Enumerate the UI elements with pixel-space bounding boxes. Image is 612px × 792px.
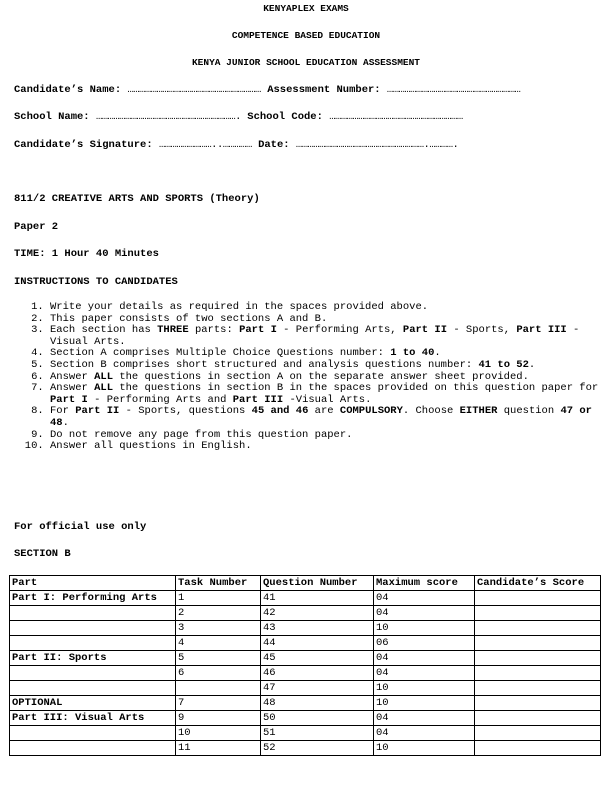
part-cell (10, 606, 176, 621)
maximum-score-cell: 10 (374, 621, 475, 636)
date-label: Date: (258, 139, 290, 151)
task-number-cell: 11 (176, 741, 261, 756)
part-cell (10, 636, 176, 651)
maximum-score-cell: 06 (374, 636, 475, 651)
candidate-score-cell[interactable] (475, 621, 601, 636)
instruction-item: 8. For Part II - Sports, questions 45 and 46 are COMPULSORY. Choose EITHER question 47 or 48. (50, 406, 610, 429)
maximum-score-cell: 04 (374, 726, 475, 741)
assessment-number-label: Assessment Number: (267, 84, 381, 96)
instruction-item: 2. This paper consists of two sections A and B. (50, 314, 610, 326)
task-number-cell: 3 (176, 621, 261, 636)
part-cell: Part II: Sports (10, 651, 176, 666)
part-cell (10, 741, 176, 756)
school-code-field[interactable]: …………………………………………………………… (329, 111, 463, 123)
candidate-name-field[interactable]: …………………………………………………………… (127, 84, 261, 96)
instructions-heading: INSTRUCTIONS TO CANDIDATES (14, 276, 178, 288)
part-cell (10, 681, 176, 696)
task-number-cell: 4 (176, 636, 261, 651)
candidate-score-cell[interactable] (475, 696, 601, 711)
instruction-item: 9. Do not remove any page from this question paper. (50, 430, 610, 442)
signature-row (14, 139, 458, 151)
school-name-row (14, 111, 463, 123)
school-code-label: School Code: (247, 111, 323, 123)
task-number-cell: 6 (176, 666, 261, 681)
school-name-label: School Name: (14, 111, 90, 123)
instruction-item: 5. Section B comprises short structured and analysis questions number: 41 to 52. (50, 360, 610, 372)
question-number-cell: 44 (261, 636, 374, 651)
task-number-cell (176, 681, 261, 696)
table-row (10, 681, 601, 696)
maximum-score-cell: 10 (374, 681, 475, 696)
question-number-cell: 43 (261, 621, 374, 636)
maximum-score-cell: 10 (374, 741, 475, 756)
question-number-cell: 48 (261, 696, 374, 711)
question-number-cell: 51 (261, 726, 374, 741)
header-question-number: Question Number (261, 576, 374, 591)
table-row (10, 666, 601, 681)
candidate-score-cell[interactable] (475, 681, 601, 696)
section-b-label: SECTION B (14, 548, 71, 560)
date-field[interactable]: ………………………………………………………….…………. (295, 139, 459, 151)
task-number-cell: 1 (176, 591, 261, 606)
assessment-title: KENYA JUNIOR SCHOOL EDUCATION ASSESSMENT (191, 57, 421, 68)
table-row (10, 741, 601, 756)
maximum-score-cell: 04 (374, 666, 475, 681)
maximum-score-cell: 04 (374, 651, 475, 666)
table-row (10, 711, 601, 726)
task-number-cell: 5 (176, 651, 261, 666)
candidate-score-cell[interactable] (475, 666, 601, 681)
question-number-cell: 41 (261, 591, 374, 606)
instruction-item: 10. Answer all questions in English. (50, 441, 610, 453)
table-row (10, 636, 601, 651)
table-row (10, 621, 601, 636)
instruction-item: 6. Answer ALL the questions in section A on the separate answer sheet provided. (50, 372, 610, 384)
question-number-cell: 46 (261, 666, 374, 681)
table-row (10, 726, 601, 741)
question-number-cell: 45 (261, 651, 374, 666)
marks-table (9, 575, 601, 756)
table-row (10, 606, 601, 621)
header-maximum-score: Maximum score (374, 576, 475, 591)
time-allowed: TIME: 1 Hour 40 Minutes (14, 248, 159, 260)
signature-field[interactable]: ………………………..…………… (158, 139, 252, 151)
candidate-score-cell[interactable] (475, 741, 601, 756)
maximum-score-cell: 10 (374, 696, 475, 711)
candidate-name-label: Candidate’s Name: (14, 84, 122, 96)
question-number-cell: 42 (261, 606, 374, 621)
question-number-cell: 50 (261, 711, 374, 726)
maximum-score-cell: 04 (374, 591, 475, 606)
maximum-score-cell: 04 (374, 606, 475, 621)
part-cell: Part III: Visual Arts (10, 711, 176, 726)
part-cell (10, 726, 176, 741)
candidate-score-cell[interactable] (475, 726, 601, 741)
signature-label: Candidate’s Signature: (14, 139, 153, 151)
table-row (10, 696, 601, 711)
exam-board-title: KENYAPLEX EXAMS (263, 3, 349, 14)
instruction-item: 1. Write your details as required in the spaces provided above. (50, 302, 610, 314)
candidate-score-cell[interactable] (475, 651, 601, 666)
instruction-item: 3. Each section has THREE parts: Part I - Performing Arts, Part II - Sports, Part III -Visual Arts. (50, 325, 610, 348)
table-row (10, 591, 601, 606)
candidate-name-row (14, 84, 520, 96)
part-cell: OPTIONAL (10, 696, 176, 711)
header-task-number: Task Number (176, 576, 261, 591)
part-cell (10, 666, 176, 681)
curriculum-title: COMPETENCE BASED EDUCATION (231, 30, 381, 41)
candidate-score-cell[interactable] (475, 636, 601, 651)
instruction-item: 4. Section A comprises Multiple Choice Questions number: 1 to 40. (50, 348, 610, 360)
header-part: Part (10, 576, 176, 591)
part-cell (10, 621, 176, 636)
task-number-cell: 2 (176, 606, 261, 621)
maximum-score-cell: 04 (374, 711, 475, 726)
assessment-number-field[interactable]: …………………………………………………………… (386, 84, 521, 96)
header-candidate-score: Candidate’s Score (475, 576, 601, 591)
paper-title: 811/2 CREATIVE ARTS AND SPORTS (Theory) (14, 193, 260, 205)
table-row (10, 651, 601, 666)
task-number-cell: 7 (176, 696, 261, 711)
question-number-cell: 52 (261, 741, 374, 756)
task-number-cell: 10 (176, 726, 261, 741)
instructions-list (14, 302, 610, 453)
official-use-label: For official use only (14, 521, 147, 533)
question-number-cell: 47 (261, 681, 374, 696)
candidate-score-cell[interactable] (475, 606, 601, 621)
candidate-score-cell[interactable] (475, 711, 601, 726)
school-name-field[interactable]: ………………………………………………………………. (95, 111, 241, 123)
paper-number: Paper 2 (14, 221, 59, 233)
instruction-item: 7. Answer ALL the questions in section B in the spaces provided on this question paper for Part I - Performing Arts and Part III -Visual Arts. (50, 383, 610, 406)
part-cell: Part I: Performing Arts (10, 591, 176, 606)
table-header-row (10, 576, 601, 591)
task-number-cell: 9 (176, 711, 261, 726)
candidate-score-cell[interactable] (475, 591, 601, 606)
